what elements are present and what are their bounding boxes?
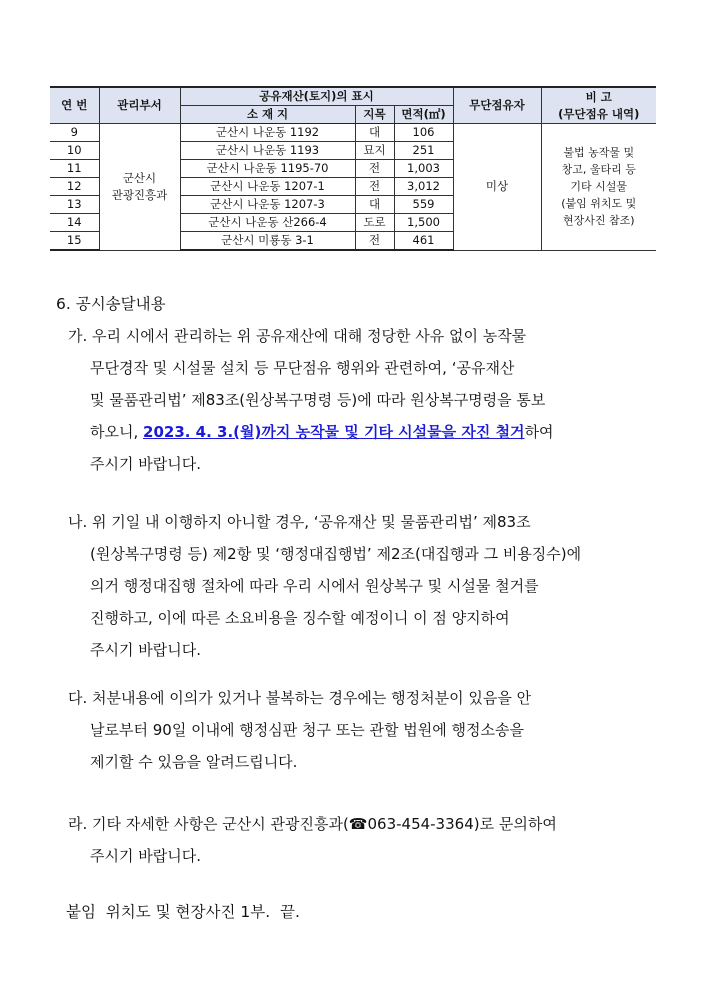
cell-remarks bbox=[541, 124, 656, 251]
header-location: 소 재 지 bbox=[180, 106, 355, 124]
cell-location: 군산시 나운동 산266-4 bbox=[180, 214, 355, 232]
table-row bbox=[50, 124, 656, 142]
da-line: 날로부터 90일 이내에 행정심판 청구 또는 관할 법원에 행정소송을 bbox=[90, 721, 524, 739]
cell-land-type: 대 bbox=[355, 196, 394, 214]
section-title: 6. 공시송달내용 bbox=[56, 295, 166, 313]
ga-line: 가. 우리 시에서 관리하는 위 공유재산에 대해 정당한 사유 없이 농작물 bbox=[68, 327, 527, 345]
cell-no: 13 bbox=[50, 196, 99, 214]
cell-area: 251 bbox=[394, 142, 453, 160]
cell-location: 군산시 나운동 1207-3 bbox=[180, 196, 355, 214]
cell-area: 3,012 bbox=[394, 178, 453, 196]
da-line: 제기할 수 있음을 알려드립니다. bbox=[90, 753, 298, 771]
header-dept: 관리부서 bbox=[99, 87, 180, 124]
ga-line bbox=[68, 416, 660, 448]
remarks-line: 기타 시설물 bbox=[570, 180, 628, 194]
header-remarks bbox=[541, 87, 656, 124]
land-table bbox=[50, 86, 656, 251]
ga-line-end: 하여 bbox=[524, 423, 554, 441]
cell-land-type: 전 bbox=[355, 232, 394, 251]
cell-no: 14 bbox=[50, 214, 99, 232]
cell-location: 군산시 나운동 1193 bbox=[180, 142, 355, 160]
paragraph-ra bbox=[68, 808, 660, 872]
cell-land-type: 도로 bbox=[355, 214, 394, 232]
remarks-line: (붙임 위치도 및 bbox=[561, 197, 637, 211]
deadline-highlight: 2023. 4. 3.(월)까지 농작물 및 기타 시설물을 자진 철거 bbox=[143, 423, 525, 441]
na-line: 진행하고, 이에 따른 소요비용을 징수할 예정이니 이 점 양지하여 bbox=[90, 609, 510, 627]
ga-line: 무단경작 및 시설물 설치 등 무단점유 행위와 관련하여, ‘공유재산 bbox=[90, 359, 515, 377]
cell-location: 군산시 나운동 1192 bbox=[180, 124, 355, 142]
header-year-no: 연 번 bbox=[50, 87, 99, 124]
cell-no: 10 bbox=[50, 142, 99, 160]
dept-line1: 군산시 bbox=[122, 170, 157, 185]
cell-area: 559 bbox=[394, 196, 453, 214]
ra-line: 주시기 바랍니다. bbox=[90, 847, 201, 865]
da-line: 다. 처분내용에 이의가 있거나 불복하는 경우에는 행정처분이 있음을 안 bbox=[68, 689, 532, 707]
cell-land-type: 대 bbox=[355, 124, 394, 142]
cell-occupant: 미상 bbox=[453, 124, 541, 251]
ga-line-start: 하오니, bbox=[90, 423, 144, 441]
paragraph-na bbox=[68, 506, 660, 666]
paragraph-ga bbox=[68, 320, 660, 480]
header-land-type: 지목 bbox=[355, 106, 394, 124]
ga-line: 및 물품관리법’ 제83조(원상복구명령 등)에 따라 원상복구명령을 통보 bbox=[90, 391, 546, 409]
attachment-note: 붙임 위치도 및 현장사진 1부. 끝. bbox=[66, 903, 300, 921]
cell-area: 1,003 bbox=[394, 160, 453, 178]
cell-area: 106 bbox=[394, 124, 453, 142]
cell-location: 군산시 나운동 1195-70 bbox=[180, 160, 355, 178]
remarks-line: 현장사진 참조) bbox=[562, 214, 635, 228]
na-line: (원상복구명령 등) 제2항 및 ‘행정대집행법’ 제2조(대집행과 그 비용징수)에 bbox=[90, 545, 582, 563]
dept-line2: 관광진흥과 bbox=[111, 187, 168, 202]
cell-no: 15 bbox=[50, 232, 99, 251]
header-area: 면적(㎡) bbox=[394, 106, 453, 124]
na-line: 의거 행정대집행 절차에 따라 우리 시에서 원상복구 및 시설물 철거를 bbox=[90, 577, 539, 595]
na-line: 주시기 바랍니다. bbox=[90, 641, 201, 659]
header-property-group: 공유재산(토지)의 표시 bbox=[180, 87, 453, 106]
ra-line: 라. 기타 자세한 사항은 군산시 관광진흥과(☎063-454-3364)로 문의하여 bbox=[68, 815, 557, 833]
cell-no: 12 bbox=[50, 178, 99, 196]
cell-land-type: 묘지 bbox=[355, 142, 394, 160]
cell-location: 군산시 미룡동 3-1 bbox=[180, 232, 355, 251]
cell-land-type: 전 bbox=[355, 160, 394, 178]
cell-location: 군산시 나운동 1207-1 bbox=[180, 178, 355, 196]
remarks-line: 창고, 울타리 등 bbox=[561, 163, 636, 177]
cell-area: 1,500 bbox=[394, 214, 453, 232]
cell-no: 9 bbox=[50, 124, 99, 142]
remarks-line: 불법 농작물 및 bbox=[563, 146, 635, 160]
header-occupant: 무단점유자 bbox=[453, 87, 541, 124]
na-line: 나. 위 기일 내 이행하지 아니할 경우, ‘공유재산 및 물품관리법’ 제83조 bbox=[68, 513, 531, 531]
cell-dept bbox=[99, 124, 180, 251]
header-remarks-title: 비 고 bbox=[585, 89, 612, 104]
paragraph-da bbox=[68, 682, 660, 778]
cell-no: 11 bbox=[50, 160, 99, 178]
header-remarks-sub: (무단점유 내역) bbox=[558, 106, 640, 121]
cell-area: 461 bbox=[394, 232, 453, 251]
ga-line: 주시기 바랍니다. bbox=[90, 455, 201, 473]
cell-land-type: 전 bbox=[355, 178, 394, 196]
